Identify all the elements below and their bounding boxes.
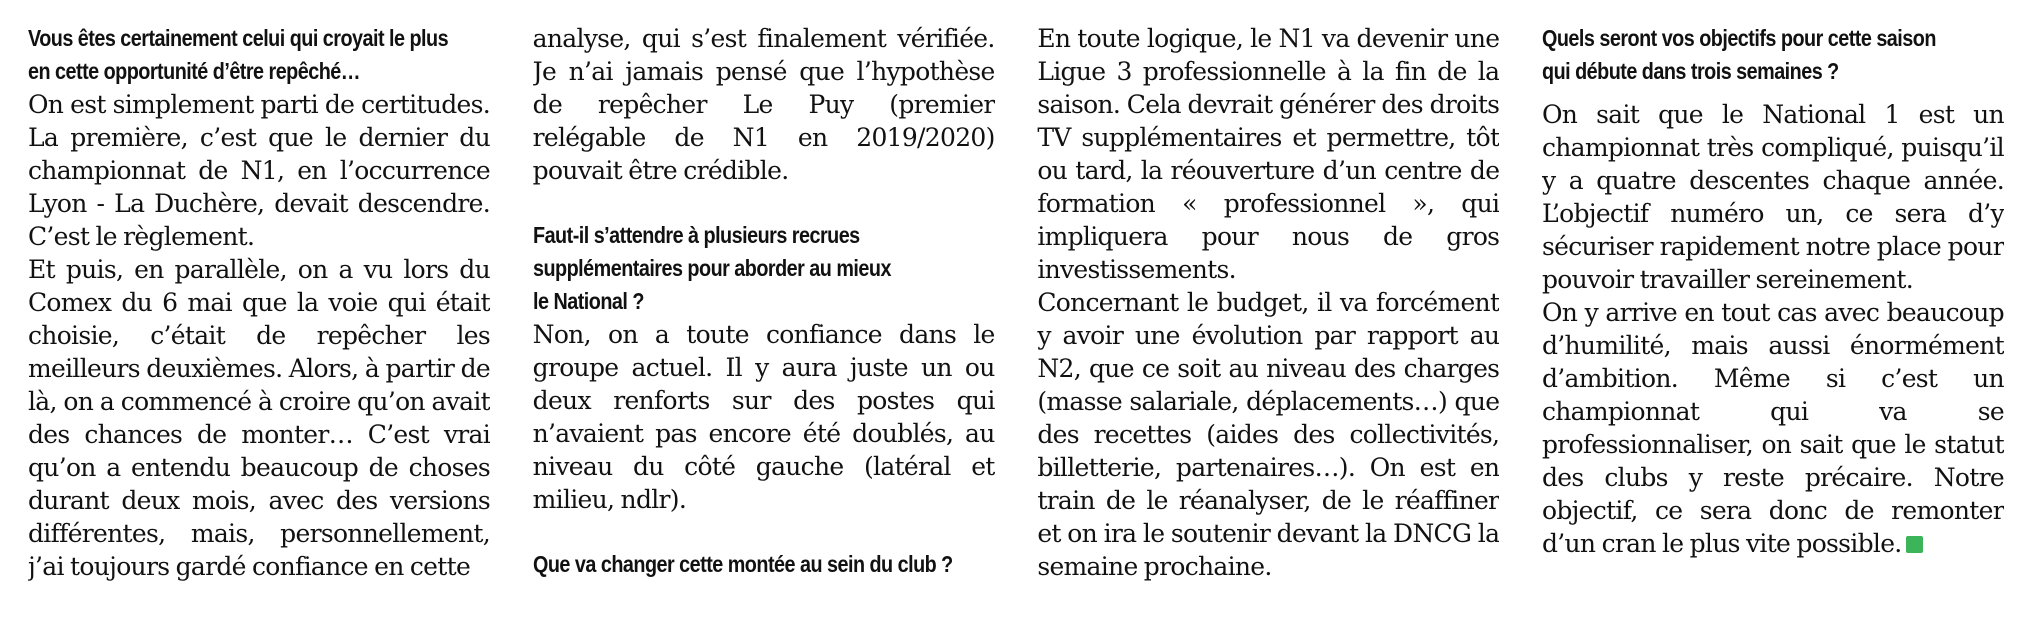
column-4 [1542,22,2004,622]
question-line: Vous êtes certainement celui qui croyait le plus [28,25,449,51]
question-4 [1542,22,2003,88]
question-line: Faut-il s’attendre à plusieurs recrues [532,222,860,248]
answer-paragraph: On sait que le National 1 est un championnat très compliqué, puisqu’il y a quatre descentes chaque année. L’objectif numéro un, ce sera d’y sécuriser rapidement notre place pour pouvoir travailler sereinement. [1541,100,2004,294]
answer-paragraph: En toute logique, le N1 va devenir une Ligue 3 professionnelle à la fin de la saison. Cela devrait générer des droits TV supplémentaires et permettre, tôt ou tard, la réouverture d’un centre de formation « professionnel », qui impliquera pour nous de gros investissements. [1037,24,1500,284]
spacer [533,516,995,548]
answer-text: On y arrive en tout cas avec beaucoup d’humilité, mais aussi énormément d’ambition. Même si c’est un championnat qui va se professionnaliser, on sait que le statut des clubs y reste précaire. Notre objectif, ce sera donc de remonter d’un cran le plus vite possible. [1541,298,2004,558]
question-line: Que va changer cette montée au sein du club ? [532,551,953,577]
answer-paragraph: On est simplement parti de certitudes. La première, c’est que le dernier du championnat de N1, en l’occurrence Lyon - La Duchère, devait descendre. C’est le règlement. [28,90,490,251]
question-line: en cette opportunité d’être repêché… [28,58,361,84]
spacer [533,187,995,219]
column-2 [533,22,995,622]
question-2 [533,219,994,318]
spacer [1542,88,2004,98]
question-line: le National ? [532,288,644,314]
question-line: supplémentaires pour aborder au mieux [532,255,891,281]
question-line: Quels seront vos objectifs pour cette saison [1541,25,1936,51]
column-1 [28,22,490,622]
answer-paragraph: Non, on a toute confiance dans le groupe actuel. Il y aura juste un ou deux renforts sur des postes qui n’avaient pas encore été doublés, au niveau du côté gauche (latéral et milieu, ndlr). [532,320,995,514]
question-line: qui débute dans trois semaines ? [1541,58,1839,84]
end-of-article-square-icon [1906,536,1923,553]
question-1 [28,22,489,88]
answer-paragraph: analyse, qui s’est finalement vérifiée. Je n’ai jamais pensé que l’hypothèse de repêcher Le Puy (premier relégable de N1 en 2019/2020) pouvait être crédible. [532,24,995,185]
question-3 [533,548,994,581]
answer-paragraph: Concernant le budget, il va forcément y avoir une évolution par rapport au N2, que ce soit au niveau des charges (masse salariale, déplacements…) que des recettes (aides des collectivités, billetterie, partenaires…). On est en train de le réanalyser, de le réaffiner et on ira le soutenir devant la DNCG la semaine prochaine. [1037,288,1500,581]
article-body [28,22,2004,622]
answer-paragraph: Et puis, en parallèle, on a vu lors du Comex du 6 mai que la voie qui était choisie, c’était de repêcher les meilleurs deuxièmes. Alors, à partir de là, on a commencé à croire qu’on avait des chances de monter… C’est vrai qu’on a entendu beaucoup de choses durant deux mois, avec des versions différentes, mais, personnellement, j’ai toujours gardé confiance en cette [28,255,490,581]
answer-paragraph [1542,296,2004,560]
column-3 [1037,22,1499,622]
